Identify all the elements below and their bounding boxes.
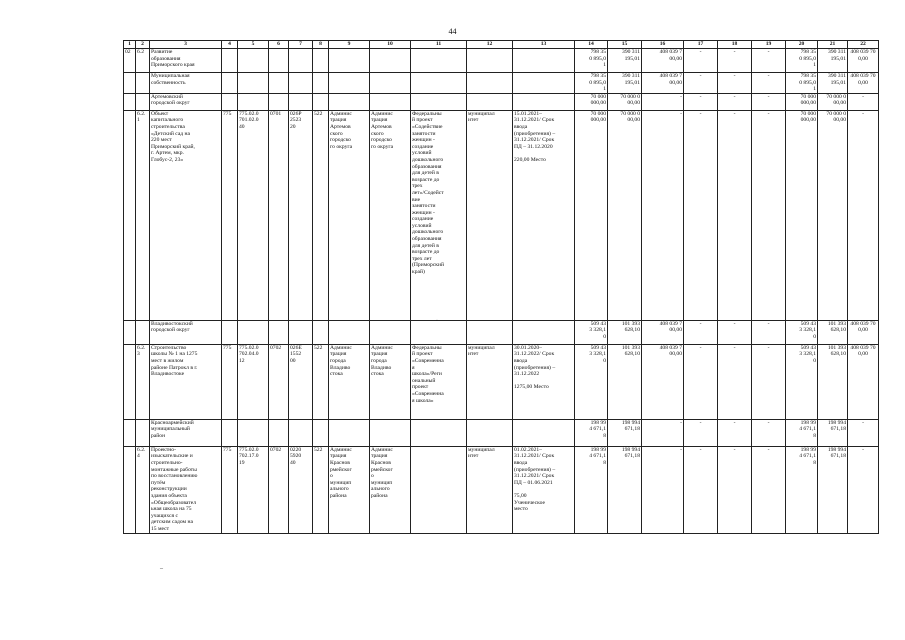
- table-cell-col-10: Админис трация города Владиво стока: [370, 344, 411, 419]
- table-cell-col-3: Артемовский городской округ: [150, 93, 222, 110]
- table-cell-col-19: -: [752, 419, 786, 446]
- table-cell-col-21: 70 000 0 00,00: [818, 93, 848, 110]
- table-row: [124, 446, 879, 533]
- table-cell-col-19: -: [752, 344, 786, 419]
- column-header-20: 20: [786, 41, 818, 49]
- table-cell-col-19: -: [752, 73, 786, 94]
- table-cell-col-14: 798 35 0 895,0 1: [575, 73, 608, 94]
- program-table: [123, 40, 879, 534]
- table-cell-col-10: [370, 320, 411, 344]
- table-cell-col-21: 198 994 671,18: [818, 446, 848, 533]
- table-cell-col-1: [124, 110, 136, 320]
- table-cell-col-3: Объект капитального строительства «Детский сад на 220 мест Приморский край, г. Артем, мкр. Глобус-2, 23»: [150, 110, 222, 320]
- table-cell-col-4: 775: [222, 344, 238, 419]
- table-cell-col-22: 408 039 70 0,00: [848, 73, 879, 94]
- table-cell-col-12: [467, 93, 513, 110]
- table-cell-col-5: 775.02.0 702.04.0 12: [238, 344, 269, 419]
- header-row: [124, 41, 879, 49]
- table-cell-col-12: муниципал итет: [467, 344, 513, 419]
- table-cell-col-11: [411, 49, 467, 73]
- table-cell-col-17: -: [684, 446, 718, 533]
- table-cell-col-4: [222, 320, 238, 344]
- table-cell-col-4: 775: [222, 446, 238, 533]
- table-cell-col-22: 408 039 70 0,00: [848, 320, 879, 344]
- column-header-6: 6: [269, 41, 289, 49]
- table-cell-col-18: -: [718, 446, 752, 533]
- table-cell-col-10: Админис трация Артемов ского городско го округа: [370, 110, 411, 320]
- table-cell-col-11: Федеральны й проект «Современна я школа»/Реги ональный проект «Современна я школа»: [411, 344, 467, 419]
- table-cell-col-9: [329, 320, 370, 344]
- column-header-13: 13: [513, 41, 575, 49]
- table-cell-col-5: [238, 73, 269, 94]
- scan-dash-mark: –: [160, 566, 163, 572]
- table-cell-col-20: 198 99 4 671,1 8: [786, 446, 818, 533]
- table-cell-col-1: [124, 344, 136, 419]
- table-cell-col-8: 522: [313, 110, 329, 320]
- table-cell-col-14: 198 99 4 671,1 8: [575, 419, 608, 446]
- table-cell-col-12: [467, 73, 513, 94]
- table-cell-col-15: 390 311 195,01: [608, 49, 642, 73]
- table-cell-col-4: 775: [222, 110, 238, 320]
- table-cell-col-10: Админис трация Краснов рмейског о муницип ального района: [370, 446, 411, 533]
- table-cell-col-13: [513, 419, 575, 446]
- table-cell-col-2: [136, 93, 150, 110]
- table-cell-col-1: [124, 446, 136, 533]
- table-cell-col-19: -: [752, 49, 786, 73]
- table-row: [124, 73, 879, 94]
- table-cell-col-7: 0220 5920 40: [289, 446, 313, 533]
- table-cell-col-1: [124, 93, 136, 110]
- table-cell-col-5: [238, 93, 269, 110]
- column-header-3: 3: [150, 41, 222, 49]
- table-cell-col-10: [370, 93, 411, 110]
- table-cell-col-18: -: [718, 93, 752, 110]
- table-cell-col-11: [411, 419, 467, 446]
- table-cell-col-12: муниципал итет: [467, 110, 513, 320]
- table-cell-col-8: [313, 93, 329, 110]
- table-cell-col-2: 6.2. 3: [136, 344, 150, 419]
- table-cell-col-6: [269, 320, 289, 344]
- table-cell-col-6: 0702: [269, 344, 289, 419]
- table-cell-col-11: Федеральны й проект «Содействие занятости женщин - создание условий дошкольного образования для детей в возрасте до трех лет»/Содейст вие занятости женщин - создание условий дошкольного образования для детей в возрасте до трех лет (Приморский край): [411, 110, 467, 320]
- table-cell-col-20: 198 99 4 671,1 8: [786, 419, 818, 446]
- table-cell-col-17: -: [684, 419, 718, 446]
- table-row: [124, 419, 879, 446]
- table-cell-col-21: 70 000 0 00,00: [818, 110, 848, 320]
- table-cell-col-5: [238, 49, 269, 73]
- table-cell-col-7: [289, 73, 313, 94]
- table-cell-col-7: [289, 320, 313, 344]
- table-cell-col-13: [513, 73, 575, 94]
- table-cell-col-11: [411, 73, 467, 94]
- table-cell-col-2: 6.2. 1: [136, 110, 150, 320]
- table-cell-col-8: 522: [313, 446, 329, 533]
- table-cell-col-9: [329, 93, 370, 110]
- table-cell-col-7: [289, 49, 313, 73]
- table-cell-col-18: -: [718, 110, 752, 320]
- table-cell-col-9: Админис трация Артемов ского городско го округа: [329, 110, 370, 320]
- table-cell-col-16: -: [642, 93, 684, 110]
- table-cell-col-8: [313, 320, 329, 344]
- table-cell-col-3: Муниципальная собственность: [150, 73, 222, 94]
- column-header-1: 1: [124, 41, 136, 49]
- table-cell-col-20: 509 43 3 328,1 0: [786, 320, 818, 344]
- table-cell-col-14: 509 43 3 328,1 0: [575, 344, 608, 419]
- column-header-15: 15: [608, 41, 642, 49]
- table-cell-col-12: [467, 320, 513, 344]
- table-cell-col-17: -: [684, 73, 718, 94]
- table-cell-col-2: [136, 320, 150, 344]
- table-cell-col-19: -: [752, 320, 786, 344]
- table-cell-col-13: [513, 93, 575, 110]
- table-cell-col-9: Админис трация города Владиво стока: [329, 344, 370, 419]
- table-cell-col-8: [313, 73, 329, 94]
- column-header-4: 4: [222, 41, 238, 49]
- table-cell-col-4: [222, 419, 238, 446]
- table-cell-col-9: Админис трация Краснов рмейског о муницип ального района: [329, 446, 370, 533]
- table-cell-col-19: -: [752, 446, 786, 533]
- table-cell-col-17: -: [684, 49, 718, 73]
- table-cell-col-1: [124, 419, 136, 446]
- table-cell-col-9: [329, 419, 370, 446]
- table-cell-col-5: 775.02.0 701.02.0 40: [238, 110, 269, 320]
- table-cell-col-4: [222, 93, 238, 110]
- table-cell-col-15: 101 393 628,10: [608, 344, 642, 419]
- table-cell-col-15: 198 994 671,18: [608, 446, 642, 533]
- table-cell-col-13: 01.02.2021– 31.12.2021/ Срок ввода (приобретения) – 31.12.2021/ Срок ПД – 01.06.2021 75,00 Ученическое место: [513, 446, 575, 533]
- table-cell-col-20: 509 43 3 328,1 0: [786, 344, 818, 419]
- table-cell-col-2: [136, 419, 150, 446]
- table-cell-col-9: [329, 73, 370, 94]
- table-cell-col-6: 0702: [269, 446, 289, 533]
- table-cell-col-3: Строительство школы № 1 на 1275 мест в жилом районе Патрокл в г. Владивостоке: [150, 344, 222, 419]
- table-cell-col-14: 70 000 000,00: [575, 110, 608, 320]
- column-header-21: 21: [818, 41, 848, 49]
- table-cell-col-5: 775.02.0 702.17.0 19: [238, 446, 269, 533]
- column-header-19: 19: [752, 41, 786, 49]
- table-row: [124, 93, 879, 110]
- table-cell-col-6: [269, 73, 289, 94]
- table-cell-col-4: [222, 73, 238, 94]
- table-cell-col-16: -: [642, 110, 684, 320]
- table-cell-col-13: 15.01.2021– 31.12.2021/ Срок ввода (приобретения) – 31.12.2021/ Срок ПД – 31.12.2020 220,00 Место: [513, 110, 575, 320]
- column-header-2: 2: [136, 41, 150, 49]
- table-cell-col-16: -: [642, 446, 684, 533]
- table-cell-col-17: -: [684, 344, 718, 419]
- table-cell-col-15: 390 311 195,01: [608, 73, 642, 94]
- table-cell-col-11: [411, 320, 467, 344]
- table-cell-col-16: 408 039 7 00,00: [642, 344, 684, 419]
- table-cell-col-1: 02: [124, 49, 136, 73]
- table-cell-col-20: 798 35 0 895,0 1: [786, 49, 818, 73]
- column-header-8: 8: [313, 41, 329, 49]
- table-cell-col-3: Проектно- изыскательские и строительно- монтажные работы по восстановлению путём реконструкции здания объекта «Общеобразовател ьная школа на 75 учащихся с детским садом на 15 мест: [150, 446, 222, 533]
- table-cell-col-17: -: [684, 110, 718, 320]
- column-header-7: 7: [289, 41, 313, 49]
- table-row: [124, 110, 879, 320]
- table-cell-col-10: [370, 419, 411, 446]
- column-header-16: 16: [642, 41, 684, 49]
- table-cell-col-17: -: [684, 93, 718, 110]
- table-cell-col-18: -: [718, 73, 752, 94]
- table-cell-col-22: -: [848, 419, 879, 446]
- table-cell-col-13: 30.01.2020– 31.12.2022/ Срок ввода (приобретения) – 31.12.2022 1275,00 Место: [513, 344, 575, 419]
- column-header-11: 11: [411, 41, 467, 49]
- table-cell-col-15: 101 393 628,10: [608, 320, 642, 344]
- table-cell-col-17: -: [684, 320, 718, 344]
- table-cell-col-18: -: [718, 320, 752, 344]
- table-cell-col-7: 026Р 2523 20: [289, 110, 313, 320]
- table-cell-col-20: 70 000 000,00: [786, 110, 818, 320]
- table-cell-col-8: [313, 419, 329, 446]
- table-cell-col-6: [269, 419, 289, 446]
- column-header-14: 14: [575, 41, 608, 49]
- page-number: 44: [448, 27, 457, 36]
- table-cell-col-13: [513, 320, 575, 344]
- table-cell-col-22: 408 039 70 0,00: [848, 49, 879, 73]
- table-row: [124, 49, 879, 73]
- table-cell-col-1: [124, 73, 136, 94]
- table-cell-col-6: [269, 49, 289, 73]
- table-cell-col-3: Красноармейский муниципальный район: [150, 419, 222, 446]
- table-cell-col-15: 198 994 671,18: [608, 419, 642, 446]
- table-cell-col-15: 70 000 0 00,00: [608, 110, 642, 320]
- table-cell-col-18: -: [718, 419, 752, 446]
- table-cell-col-7: [289, 419, 313, 446]
- column-header-12: 12: [467, 41, 513, 49]
- table-cell-col-12: [467, 49, 513, 73]
- table-cell-col-10: [370, 49, 411, 73]
- table-cell-col-18: -: [718, 344, 752, 419]
- table-cell-col-16: 408 039 7 00,00: [642, 49, 684, 73]
- table-cell-col-22: 408 039 70 0,00: [848, 344, 879, 419]
- table-cell-col-5: [238, 419, 269, 446]
- table-cell-col-22: -: [848, 93, 879, 110]
- column-header-10: 10: [370, 41, 411, 49]
- table-cell-col-20: 798 35 0 895,0 1: [786, 73, 818, 94]
- column-header-18: 18: [718, 41, 752, 49]
- table-cell-col-15: 70 000 0 00,00: [608, 93, 642, 110]
- column-header-5: 5: [238, 41, 269, 49]
- table-cell-col-8: [313, 49, 329, 73]
- table-cell-col-7: 026Е 1552 00: [289, 344, 313, 419]
- table-cell-col-4: [222, 49, 238, 73]
- table-row: [124, 320, 879, 344]
- table-cell-col-3: Владивостокский городской округ: [150, 320, 222, 344]
- table-cell-col-21: 390 311 195,01: [818, 49, 848, 73]
- table-cell-col-22: -: [848, 446, 879, 533]
- table-cell-col-5: [238, 320, 269, 344]
- table-cell-col-16: -: [642, 419, 684, 446]
- table-cell-col-14: 198 99 4 671,1 8: [575, 446, 608, 533]
- column-header-9: 9: [329, 41, 370, 49]
- table-cell-col-21: 390 311 195,01: [818, 73, 848, 94]
- table-cell-col-19: -: [752, 110, 786, 320]
- table-cell-col-2: 6.2: [136, 49, 150, 73]
- table-cell-col-6: 0701: [269, 110, 289, 320]
- table-cell-col-12: муниципал итет: [467, 446, 513, 533]
- table-cell-col-12: [467, 419, 513, 446]
- table-cell-col-18: -: [718, 49, 752, 73]
- table-cell-col-19: -: [752, 93, 786, 110]
- column-header-17: 17: [684, 41, 718, 49]
- table-cell-col-11: [411, 446, 467, 533]
- table-cell-col-7: [289, 93, 313, 110]
- table-cell-col-16: 408 039 7 00,00: [642, 73, 684, 94]
- table-cell-col-2: [136, 73, 150, 94]
- table-cell-col-6: [269, 93, 289, 110]
- table-cell-col-3: Развитие образования Приморского края: [150, 49, 222, 73]
- scan-dot-mark: ·: [436, 318, 438, 324]
- table-cell-col-10: [370, 73, 411, 94]
- table-row: [124, 344, 879, 419]
- table-cell-col-13: [513, 49, 575, 73]
- table-cell-col-14: 798 35 0 895,0 1: [575, 49, 608, 73]
- table-cell-col-11: [411, 93, 467, 110]
- table-cell-col-16: 408 039 7 00,00: [642, 320, 684, 344]
- table-cell-col-2: 6.2. 4: [136, 446, 150, 533]
- table-cell-col-14: 509 43 3 328,1 0: [575, 320, 608, 344]
- column-header-22: 22: [848, 41, 879, 49]
- table-cell-col-22: -: [848, 110, 879, 320]
- table-cell-col-14: 70 000 000,00: [575, 93, 608, 110]
- table-cell-col-21: 198 994 671,18: [818, 419, 848, 446]
- table-cell-col-21: 101 393 628,10: [818, 320, 848, 344]
- table-cell-col-8: 522: [313, 344, 329, 419]
- table-cell-col-1: [124, 320, 136, 344]
- table-cell-col-21: 101 393 628,10: [818, 344, 848, 419]
- table-cell-col-9: [329, 49, 370, 73]
- table-cell-col-20: 70 000 000,00: [786, 93, 818, 110]
